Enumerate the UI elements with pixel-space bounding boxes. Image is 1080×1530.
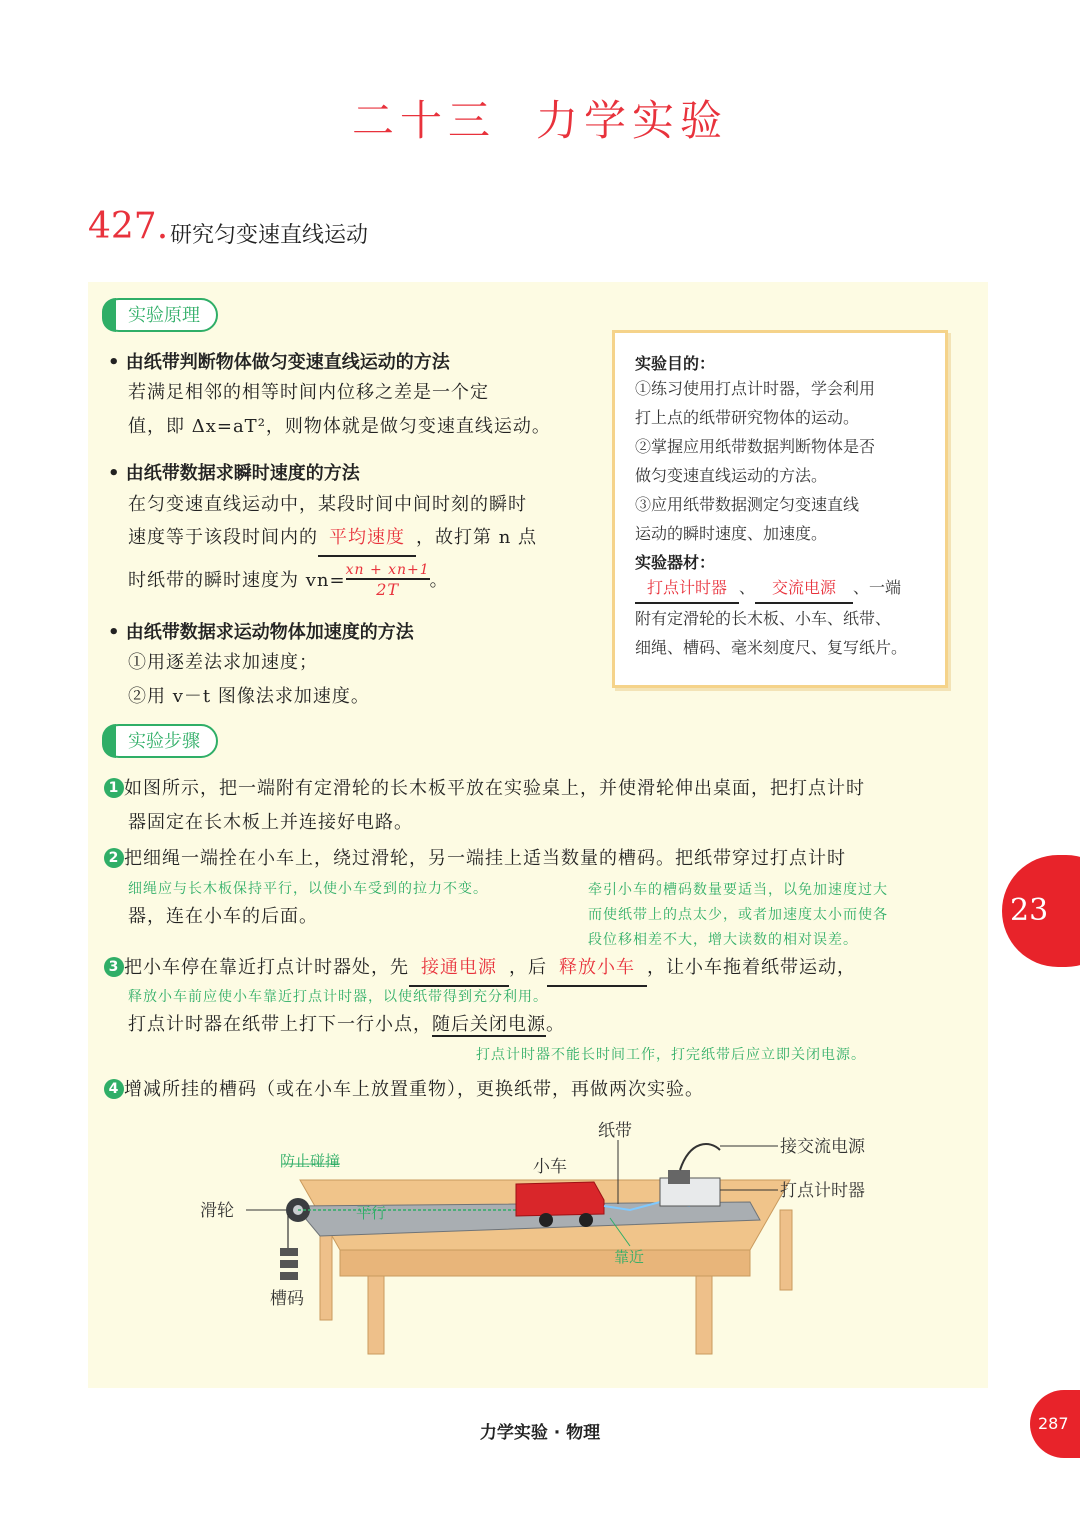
step-2-note-right-3: 段位移相差不大，增大读数的相对误差。 bbox=[588, 932, 858, 948]
step-3-close-power: 随后关闭电源 bbox=[432, 1014, 546, 1035]
label-ac-power: 接交流电源 bbox=[780, 1137, 865, 1157]
principle-heading-3: • 由纸带数据求运动物体加速度的方法 bbox=[108, 618, 414, 644]
chapter-title bbox=[0, 88, 1080, 148]
step-4-number: 4 bbox=[104, 1079, 124, 1099]
car-wheel bbox=[579, 1213, 593, 1227]
chapter-tab: 23 bbox=[1002, 855, 1080, 967]
materials-line-1 bbox=[635, 573, 925, 604]
materials-sep: 、 bbox=[739, 578, 756, 597]
step-2-note-right-1: 牵引小车的槽码数量要适当，以免加速度过大 bbox=[588, 882, 888, 898]
purpose-line-3: ②掌握应用纸带数据判断物体是否 bbox=[635, 437, 876, 456]
principle-label-text: 实验原理 bbox=[128, 305, 200, 326]
principle-text-1b: 值，即 Δx=aT²，则物体就是做匀变速直线运动。 bbox=[128, 416, 551, 437]
principle-text-2b-pre: 速度等于该段时间内的 bbox=[128, 527, 318, 548]
fill-timer: 打点计时器 bbox=[635, 573, 739, 604]
purpose-line-6: 运动的瞬时速度、加速度。 bbox=[635, 524, 828, 543]
table-leg bbox=[696, 1276, 712, 1354]
step-2 bbox=[104, 842, 846, 876]
step-2-number: 2 bbox=[104, 848, 124, 868]
purpose-line-2: 打上点的纸带研究物体的运动。 bbox=[635, 408, 860, 427]
step-2-note-left: 细绳应与长木板保持平行，以使小车受到的拉力不变。 bbox=[128, 881, 488, 897]
timer-head bbox=[668, 1170, 690, 1184]
principle-text-3b: ②用 v－t 图像法求加速度。 bbox=[128, 686, 370, 707]
toy-car bbox=[516, 1182, 604, 1216]
section-number: 427. bbox=[88, 206, 169, 247]
step-4-line: 增减所挂的槽码（或在小车上放置重物），更换纸带，再做两次实验。 bbox=[124, 1079, 704, 1100]
velocity-formula-end: 。 bbox=[429, 570, 449, 591]
step-3-note-2: 打点计时器不能长时间工作，打完纸带后应立即关闭电源。 bbox=[476, 1047, 866, 1063]
fraction-denominator: 2T bbox=[346, 578, 430, 600]
principle-text-2b-post: ，故打第 n 点 bbox=[416, 527, 538, 548]
page-number: 287 bbox=[1030, 1390, 1080, 1458]
chapter-number: 二十三 bbox=[351, 96, 496, 145]
principle-text-2c bbox=[128, 562, 449, 600]
principle-text-2a: 在匀变速直线运动中，某段时间中间时刻的瞬时 bbox=[128, 494, 527, 515]
materials-line-3: 细绳、槽码、毫米刻度尺、复写纸片。 bbox=[635, 638, 908, 657]
note-near: 靠近 bbox=[614, 1248, 645, 1266]
step-3-pre: 把小车停在靠近打点计时器处，先 bbox=[124, 957, 409, 978]
apparatus-figure bbox=[190, 1110, 910, 1360]
step-1-line-2: 器固定在长木板上并连接好电路。 bbox=[128, 812, 413, 833]
step-3-line-2-post: 。 bbox=[546, 1014, 565, 1035]
note-prevent-collision: 防止碰撞 bbox=[280, 1152, 341, 1170]
step-1-line-1: 如图所示，把一端附有定滑轮的长木板平放在实验桌上，并使滑轮伸出桌面，把打点计时 bbox=[124, 778, 865, 799]
label-car: 小车 bbox=[533, 1157, 567, 1177]
principle-heading-1: • 由纸带判断物体做匀变速直线运动的方法 bbox=[108, 348, 450, 374]
table-leg bbox=[780, 1210, 792, 1290]
label-timer: 打点计时器 bbox=[780, 1181, 865, 1201]
note-parallel: 平行 bbox=[356, 1204, 387, 1222]
label-tape: 纸带 bbox=[598, 1121, 632, 1141]
principle-heading-2: • 由纸带数据求瞬时速度的方法 bbox=[108, 459, 360, 485]
principle-label bbox=[102, 298, 218, 332]
label-pulley: 滑轮 bbox=[200, 1201, 234, 1221]
step-3-mid: ，后 bbox=[509, 957, 547, 978]
weight bbox=[280, 1248, 298, 1256]
fill-connect-power: 接通电源 bbox=[409, 951, 509, 987]
materials-line-2: 附有定滑轮的长木板、小车、纸带、 bbox=[635, 609, 892, 628]
materials-heading: 实验器材： bbox=[635, 553, 716, 572]
materials-post: 、一端 bbox=[853, 578, 902, 597]
fill-release-car: 释放小车 bbox=[547, 951, 647, 987]
step-4 bbox=[104, 1073, 704, 1107]
purpose-line-4: 做匀变速直线运动的方法。 bbox=[635, 466, 828, 485]
fraction-numerator: xn + xn+1 bbox=[345, 562, 430, 578]
step-3 bbox=[104, 951, 856, 987]
step-3-post: ，让小车拖着纸带运动， bbox=[647, 957, 856, 978]
step-2-line-2: 器，连在小车的后面。 bbox=[128, 906, 318, 927]
purpose-line-5: ③应用纸带数据测定匀变速直线 bbox=[635, 495, 860, 514]
step-2-note-right bbox=[588, 878, 888, 953]
velocity-formula-lhs: 时纸带的瞬时速度为 vn= bbox=[128, 570, 346, 591]
weight bbox=[280, 1272, 298, 1280]
label-weights: 槽码 bbox=[270, 1289, 304, 1309]
principle-text-3a: ①用逐差法求加速度； bbox=[128, 652, 318, 673]
principle-text-1a: 若满足相邻的相等时间内位移之差是一个定 bbox=[128, 382, 489, 403]
table-apron bbox=[340, 1250, 750, 1276]
table-leg bbox=[368, 1276, 384, 1354]
step-1-number: 1 bbox=[104, 778, 124, 798]
weight bbox=[280, 1260, 298, 1268]
page-footer: 力学实验 · 物理 bbox=[479, 1423, 601, 1443]
car-wheel bbox=[539, 1213, 553, 1227]
step-1 bbox=[104, 772, 865, 806]
steps-label bbox=[102, 724, 218, 758]
step-3-note-1: 释放小车前应使小车靠近打点计时器，以使纸带得到充分利用。 bbox=[128, 989, 548, 1005]
section-title: 研究匀变速直线运动 bbox=[170, 223, 369, 248]
velocity-formula-fraction bbox=[346, 562, 430, 600]
principle-text-2b bbox=[128, 521, 537, 557]
fill-ac-power: 交流电源 bbox=[755, 573, 853, 604]
power-cable bbox=[680, 1144, 720, 1170]
step-3-line-2 bbox=[128, 1008, 565, 1042]
purpose-heading: 实验目的： bbox=[635, 354, 716, 373]
step-2-note-right-2: 而使纸带上的点太少，或者加速度太小而使各 bbox=[588, 907, 888, 923]
purpose-line-1: ①练习使用打点计时器，学会利用 bbox=[635, 379, 876, 398]
purpose-materials-box bbox=[612, 330, 948, 688]
step-3-line-2-pre: 打点计时器在纸带上打下一行小点， bbox=[128, 1014, 432, 1035]
step-3-number: 3 bbox=[104, 957, 124, 977]
steps-label-text: 实验步骤 bbox=[128, 731, 200, 752]
fill-average-speed: 平均速度 bbox=[318, 521, 416, 557]
step-2-line-1: 把细绳一端拴在小车上，绕过滑轮，另一端挂上适当数量的槽码。把纸带穿过打点计时 bbox=[124, 848, 846, 869]
chapter-name: 力学实验 bbox=[536, 96, 729, 145]
